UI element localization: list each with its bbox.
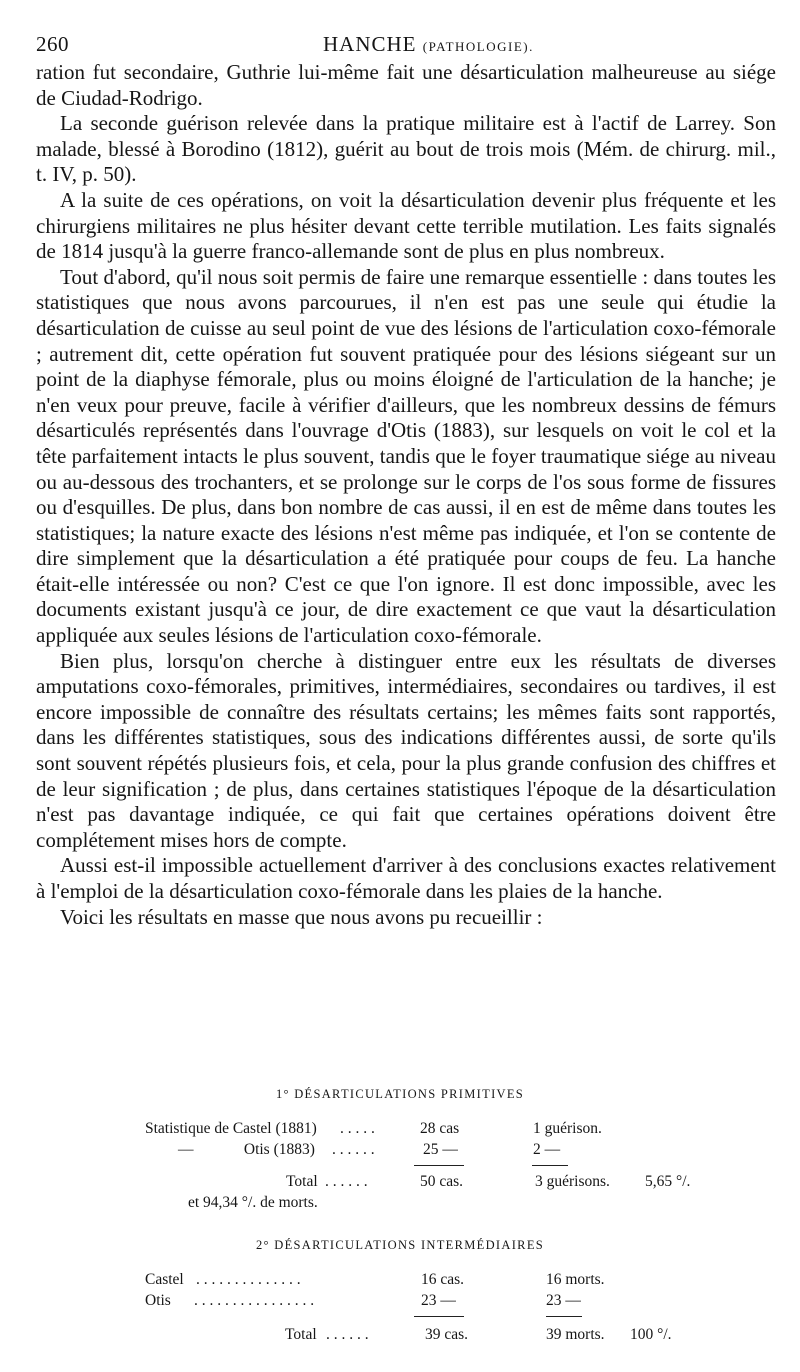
sum-rule [414,1316,464,1317]
total-percent: 100 °/. [630,1326,672,1343]
row-label: Castel [145,1271,184,1288]
row-dots: . . . . . . . . . . . . . . . . [194,1292,315,1309]
page-header [36,32,774,58]
paragraph-continuation: ration fut secondaire, Guthrie lui-même fait une désarticulation malheureuse au siége de Ciudad-Rodrigo. [36,60,776,110]
table-total-row [0,1326,800,1346]
paragraph-frequency: A la suite de ces opérations, on voit la désarticulation devenir plus fréquente et les chirurgiens militaires ne plus hésiter devant cette terrible mutilation. Les faits signalés de 1814 jusqu'à la guerre franco-allemande sont de plus en plus nombreux. [36,187,776,264]
row-cases: 25 — [423,1141,458,1158]
mortality-note: et 94,34 °/. de morts. [188,1194,318,1211]
row-dots: . . . . . . [332,1141,375,1158]
table-row [0,1271,800,1291]
total-result: 3 guérisons. [535,1173,610,1190]
row-result: 23 — [546,1292,581,1309]
row-result: 2 — [533,1141,561,1158]
paragraph-conclusion: Aussi est-il impossible actuellement d'arriver à des conclusions exactes relativement à l'emploi de la désarticulation coxo-fémorale dans les plaies de la hanche. [36,853,776,903]
total-cases: 50 cas. [420,1173,464,1190]
table-row [0,1141,800,1161]
table-total-row [0,1173,800,1193]
paragraph-statistics-remark: Tout d'abord, qu'il nous soit permis de faire une remarque essentielle : dans toutes les statistiques que nous avons parcourues, il n'en est pas une seule qui étudie la désarticulation de cuisse au seul point de vue des lésions de l'articulation coxo-fémorale ; autrement dit, cette opération fut souvent pratiquée pour des lésions siégeant sur un point de la diaphyse fémorale, plus ou moins éloigné de l'articulation de la hanche; je n'en veux pour preuve, facile à vérifier d'ailleurs, que les nombreux dessins de fémurs désarticulés représentés dans l'ouvrage d'Otis (1883), sur lesquels on voit le col et la tête parfaitement intacts le plus souvent, tandis que le foyer traumatique siége au niveau ou au-dessous des trochanters, et se prolonge sur le corps de l'os sous forme de fissures ou d'esquilles. De plus, dans bon nombre de cas aussi, il en est de même dans toutes les statistiques; la nature exacte des lésions n'est même pas indiquée, et l'on se contente de dire simplement que la désarticulation a été pratiquée pour coups de feu. La hanche était-elle intéressée ou non? C'est ce que l'on ignore. Il est donc impossible, avec les documents existant jusqu'à ce jour, de dire exactement ce que vaut la désarticulation appliquée aux seules lésions de l'articulation coxo-fémorale. [36,264,776,648]
paragraph-results-distinction: Bien plus, lorsqu'on cherche à distinguer entre eux les résultats de diverses amputations coxo-fémorales, primitives, intermédiaires, secondaires ou tardives, il est encore impossible de connaître des résultats certains; les mêmes faits sont rapportés, dans les différentes statistiques, sous des indications différentes aussi, de sorte qu'ils sont souvent répétés plusieurs fois, et cela, pour la plus grande confusion des chiffres et de leur signification ; de plus, dans certaines statistiques l'époque de la désarticulation n'est pas davantage indiquée, ce qui fait que certaines opérations doivent être complétement mises hors de compte. [36,648,776,852]
paragraph-intro-results: Voici les résultats en masse que nous avons pu recueillir : [60,904,543,929]
total-percent: 5,65 °/. [645,1173,691,1190]
total-label: Total [286,1173,318,1190]
row-cases: 23 — [421,1292,456,1309]
row-label: Otis [145,1292,171,1309]
sum-rule [532,1165,568,1166]
table-row [0,1292,800,1312]
section-title-primitives: 1° DÉSARTICULATIONS PRIMITIVES [275,1087,525,1101]
total-cases: 39 cas. [425,1326,469,1343]
section-title-intermediaires: 2° DÉSARTICULATIONS INTERMÉDIAIRES [255,1238,545,1252]
body-text [36,60,776,930]
row-dots: . . . . . . . . . . . . . . [196,1271,301,1288]
running-title-subtitle: (PATHOLOGIE). [422,39,534,54]
total-label: Total [285,1326,317,1343]
row-cases: 16 cas. [421,1271,465,1288]
running-title [323,32,534,57]
sum-rule [414,1165,464,1166]
row-label: — Otis (1883) [178,1141,315,1158]
paragraph-larrey: La seconde guérison relevée dans la pratique militaire est à l'actif de Larrey. Son malade, blessé à Borodino (1812), guérit au bout de trois mois (Mém. de chirurg. mil., t. IV, p. 50). [36,111,776,187]
row-result: 16 morts. [546,1271,605,1288]
running-title-main: HANCHE [323,32,417,56]
row-dots: . . . . . [340,1120,375,1137]
row-result: 1 guérison. [533,1120,602,1137]
total-result: 39 morts. [546,1326,605,1343]
row-label: Statistique de Castel (1881) [145,1120,317,1137]
total-dots: . . . . . . [325,1173,368,1190]
row-cases: 28 cas [420,1120,460,1137]
total-dots: . . . . . . [326,1326,369,1343]
page-number: 260 [36,32,69,56]
table-row [0,1120,800,1140]
sum-rule [546,1316,582,1317]
